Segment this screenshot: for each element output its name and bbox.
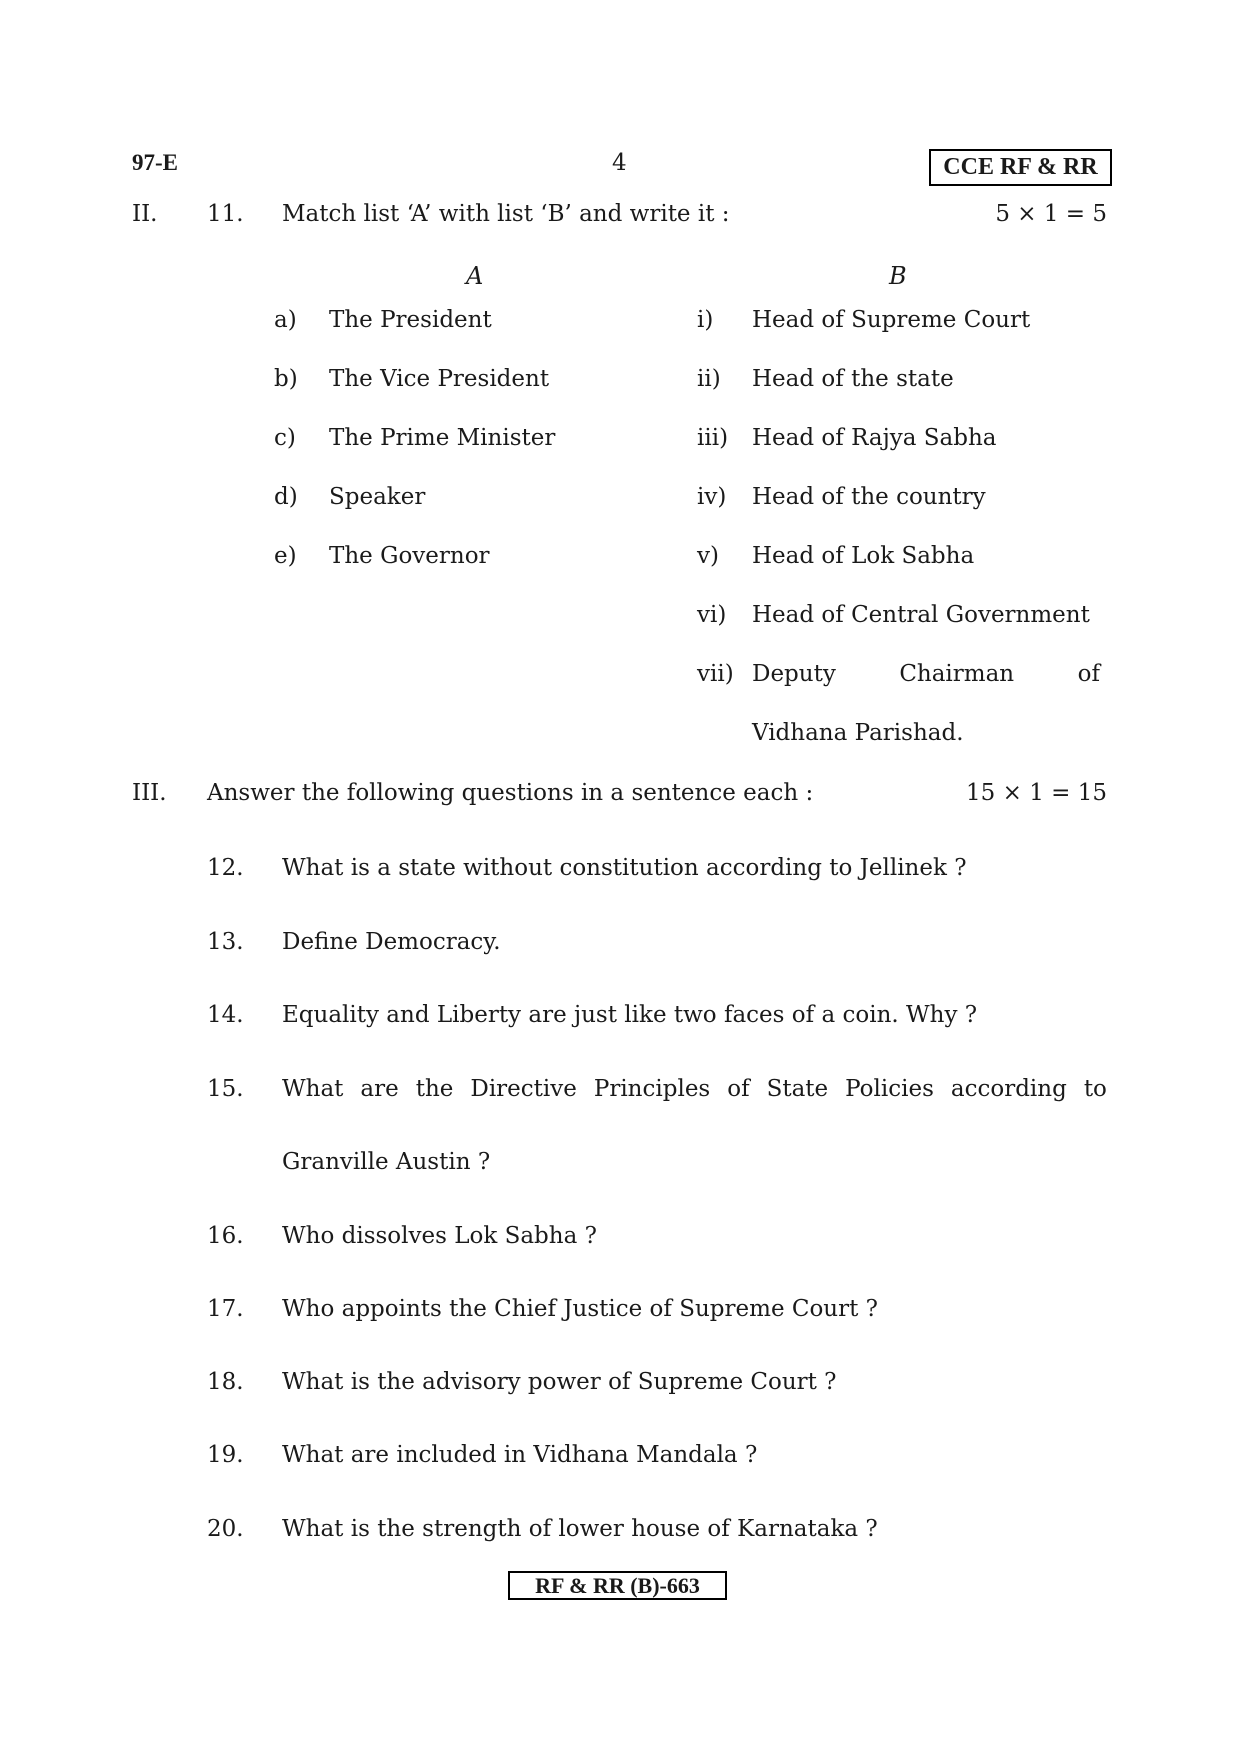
- footer-code-box: RF & RR (B)-663: [508, 1571, 727, 1600]
- list-b-word: of: [1077, 661, 1100, 687]
- question-word: What: [282, 1076, 344, 1102]
- list-b-word: Deputy: [752, 661, 836, 687]
- list-b-heading: B: [889, 262, 907, 290]
- list-b-label: iv): [697, 484, 727, 510]
- list-a-label: e): [274, 543, 297, 569]
- question-word: Principles: [593, 1076, 711, 1102]
- list-b-label: vii): [697, 661, 734, 687]
- list-a-item: The Governor: [329, 543, 490, 569]
- question-text-line1: [282, 1075, 1107, 1103]
- question-text: Who appoints the Chief Justice of Supreme Court ?: [282, 1296, 879, 1322]
- question-word: State: [766, 1076, 829, 1102]
- page-number: 4: [612, 150, 627, 176]
- question-word: to: [1083, 1076, 1107, 1102]
- question-11-number: 11.: [207, 201, 244, 227]
- question-text: Define Democracy.: [282, 929, 501, 955]
- exam-code-box: CCE RF & RR: [929, 149, 1112, 186]
- list-b-item: Head of Supreme Court: [752, 307, 1031, 333]
- question-word: Directive: [470, 1076, 577, 1102]
- section-iii-roman: III.: [132, 780, 167, 806]
- list-b-item: Head of Central Government: [752, 602, 1090, 628]
- list-b-item: Head of the country: [752, 484, 986, 510]
- list-a-label: b): [274, 366, 298, 392]
- list-b-item: Head of the state: [752, 366, 954, 392]
- question-number: 19.: [207, 1442, 244, 1468]
- list-a-item: The President: [329, 307, 492, 333]
- list-a-label: d): [274, 484, 298, 510]
- list-b-item: Head of Rajya Sabha: [752, 425, 997, 451]
- list-a-label: a): [274, 307, 297, 333]
- list-b-label: vi): [697, 602, 727, 628]
- list-b-item-line2: Vidhana Parishad.: [752, 720, 964, 746]
- list-b-item-line1: [752, 660, 1100, 688]
- question-number: 16.: [207, 1223, 244, 1249]
- list-a-item: Speaker: [329, 484, 426, 510]
- list-b-word: Chairman: [899, 661, 1015, 687]
- question-11-instruction: Match list ‘A’ with list ‘B’ and write it :: [282, 201, 730, 227]
- question-text-line2: Granville Austin ?: [282, 1149, 491, 1175]
- question-word: of: [727, 1076, 750, 1102]
- question-text: What is a state without constitution according to Jellinek ?: [282, 855, 967, 881]
- list-b-label: ii): [697, 366, 721, 392]
- question-number: 13.: [207, 929, 244, 955]
- paper-code: 97-E: [132, 150, 178, 175]
- list-b-item: Head of Lok Sabha: [752, 543, 975, 569]
- question-number: 14.: [207, 1002, 244, 1028]
- list-b-label: v): [697, 543, 719, 569]
- section-iii-instruction: Answer the following questions in a sentence each :: [207, 780, 814, 806]
- question-text: Who dissolves Lok Sabha ?: [282, 1223, 597, 1249]
- question-text: Equality and Liberty are just like two faces of a coin. Why ?: [282, 1002, 978, 1028]
- question-word: the: [415, 1076, 454, 1102]
- question-text: What is the advisory power of Supreme Court ?: [282, 1369, 837, 1395]
- question-number: 20.: [207, 1516, 244, 1542]
- question-text: What are included in Vidhana Mandala ?: [282, 1442, 758, 1468]
- list-a-item: The Vice President: [329, 366, 550, 392]
- list-a-label: c): [274, 425, 296, 451]
- section-ii-marks: 5 × 1 = 5: [995, 201, 1107, 227]
- question-number: 17.: [207, 1296, 244, 1322]
- question-number: 12.: [207, 855, 244, 881]
- question-number: 18.: [207, 1369, 244, 1395]
- list-a-item: The Prime Minister: [329, 425, 556, 451]
- list-a-heading: A: [466, 262, 484, 290]
- question-word: according: [950, 1076, 1067, 1102]
- question-number: 15.: [207, 1076, 244, 1102]
- question-word: Policies: [845, 1076, 934, 1102]
- list-b-label: iii): [697, 425, 729, 451]
- section-iii-marks: 15 × 1 = 15: [966, 780, 1107, 806]
- question-word: are: [360, 1076, 399, 1102]
- section-ii-roman: II.: [132, 201, 158, 227]
- list-b-label: i): [697, 307, 714, 333]
- question-text: What is the strength of lower house of Karnataka ?: [282, 1516, 878, 1542]
